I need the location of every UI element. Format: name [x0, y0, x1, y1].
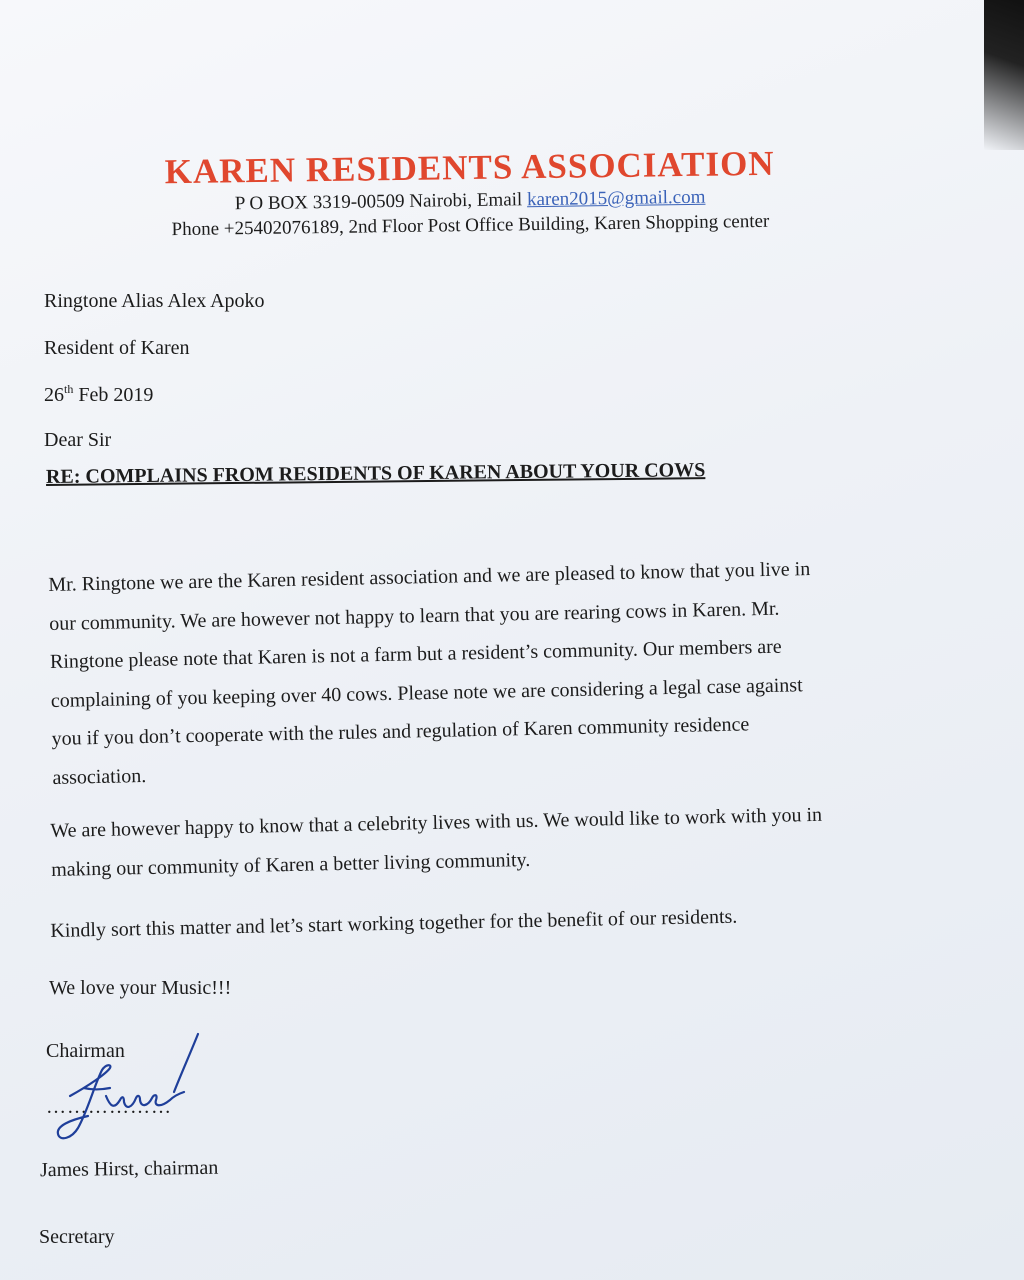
paragraph-line: Mr. Ringtone we are the Karen resident association and we are pleased to know that you live in [48, 558, 811, 596]
email-link[interactable]: karen2015@gmail.com [526, 186, 706, 211]
paragraph-3 [50, 893, 951, 950]
paragraph-1 [48, 547, 953, 797]
signature-dots: ……………… [46, 1096, 172, 1118]
recipient-name: Ringtone Alias Alex Apoko [44, 290, 265, 312]
paragraph-2 [50, 793, 951, 889]
subject-line: RE: COMPLAINS FROM RESIDENTS OF KAREN ABOUT YOUR COWS [45, 459, 706, 488]
chairman-name: James Hirst, chairman [39, 1156, 219, 1182]
paragraph-line: Kindly sort this matter and let’s start working together for the benefit of our residents. [50, 905, 738, 942]
date-day: 26 [44, 384, 64, 406]
recipient-description: Resident of Karen [44, 337, 190, 359]
paragraph-line: complaining of you keeping over 40 cows. Please note we are considering a legal case against [50, 673, 803, 712]
secretary-title: Secretary [39, 1226, 115, 1248]
date-suffix: th [64, 382, 74, 396]
chairman-title: Chairman [46, 1040, 125, 1062]
paragraph-line: Ringtone please note that Karen is not a farm but a resident’s community. Our members are [49, 635, 782, 673]
paragraph-line: making our community of Karen a better living community. [50, 848, 531, 881]
organization-name: KAREN RESIDENTS ASSOCIATION [164, 143, 775, 192]
paragraph-line: our community. We are however not happy to learn that you are rearing cows in Karen. Mr. [48, 597, 780, 635]
phone-line: Phone +25402076189, 2nd Floor Post Office Building, Karen Shopping center [171, 210, 770, 241]
paragraph-line: association. [52, 764, 147, 789]
po-box-text: P O BOX 3319-00509 Nairobi, Email [234, 189, 528, 215]
salutation: Dear Sir [44, 429, 112, 451]
paragraph-line: We are however happy to know that a celebrity lives with us. We would like to work with you in [50, 803, 823, 842]
date-month-year: Feb 2019 [73, 384, 154, 406]
letterhead [0, 141, 941, 244]
signature-drawing [48, 1030, 218, 1150]
paragraph-line: you if you don’t cooperate with the rules and regulation of Karen community residence [51, 713, 750, 750]
paragraph-4: We love your Music!!! [49, 977, 232, 999]
letter-date [44, 382, 153, 407]
